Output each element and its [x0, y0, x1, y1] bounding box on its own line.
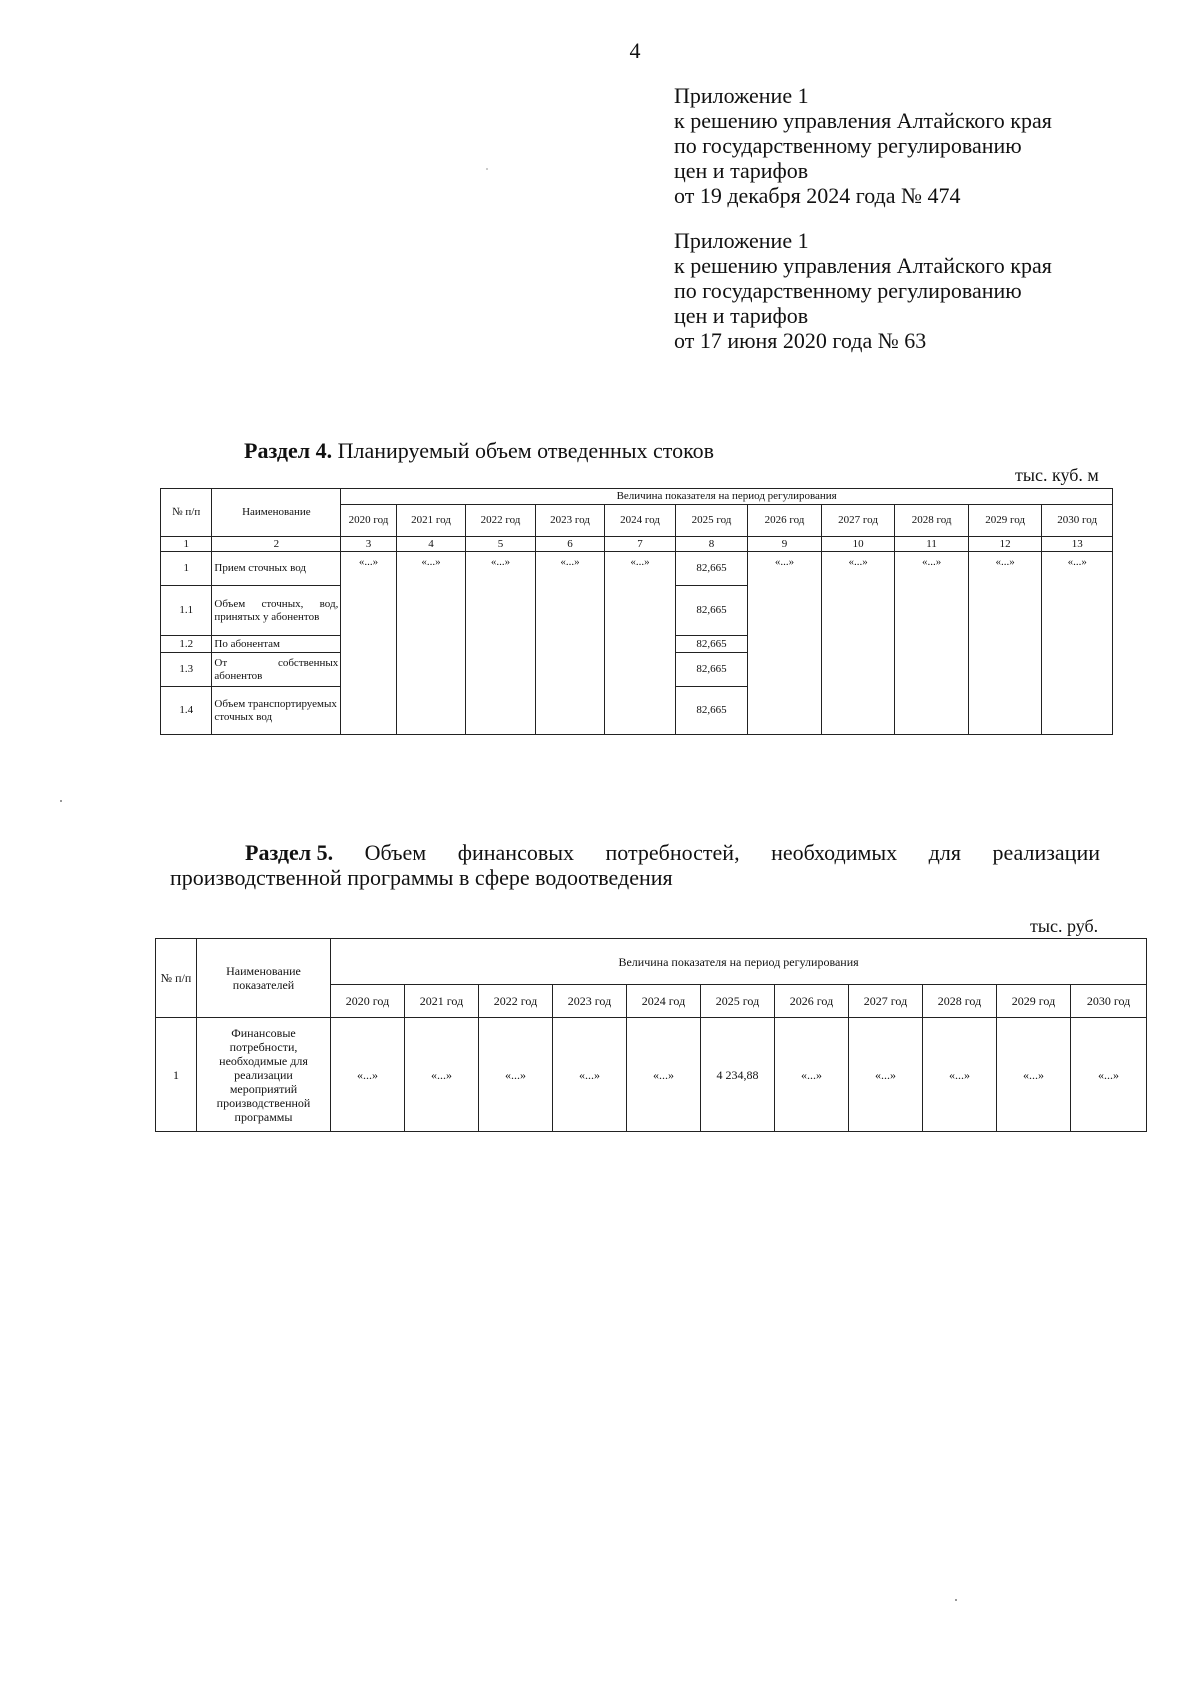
- column-number: 2: [212, 537, 341, 552]
- header-year: 2024 год: [627, 985, 701, 1018]
- section4-title-text: Планируемый объем отведенных стоков: [337, 438, 715, 463]
- appendix-block-current: [674, 83, 1052, 208]
- section4-table: [160, 488, 1113, 735]
- value-placeholder: «...»: [849, 1018, 923, 1132]
- column-number: 13: [1042, 537, 1113, 552]
- header-year: 2023 год: [535, 505, 605, 537]
- column-number: 5: [466, 537, 536, 552]
- value-placeholder: «...»: [405, 1018, 479, 1132]
- value-placeholder: «...»: [331, 1018, 405, 1132]
- value-placeholder: «...»: [479, 1018, 553, 1132]
- header-year: 2020 год: [331, 985, 405, 1018]
- column-number-row: [161, 537, 1113, 552]
- page-number: 4: [629, 38, 641, 63]
- header-year: 2025 год: [675, 505, 748, 537]
- section4-title-bold: Раздел 4.: [244, 438, 333, 463]
- header-year: 2026 год: [775, 985, 849, 1018]
- section5-title-line2: производственной программы в сфере водоотведения: [170, 865, 673, 890]
- header-year: 2026 год: [748, 505, 822, 537]
- value-placeholder: «...»: [341, 552, 396, 735]
- column-number: 1: [161, 537, 212, 552]
- header-year: 2021 год: [396, 505, 466, 537]
- value-2025: 82,665: [675, 552, 748, 586]
- header-year: 2020 год: [341, 505, 396, 537]
- header-year: 2025 год: [701, 985, 775, 1018]
- value-placeholder: «...»: [553, 1018, 627, 1132]
- value-placeholder: «...»: [895, 552, 969, 735]
- section5-title-word: реализации: [992, 840, 1100, 865]
- value-placeholder: «...»: [748, 552, 822, 735]
- value-placeholder: «...»: [605, 552, 676, 735]
- value-placeholder: «...»: [466, 552, 536, 735]
- row-name: Объем сточных, вод, принятых у абонентов: [212, 586, 341, 636]
- header-year: 2027 год: [849, 985, 923, 1018]
- section5-table: [155, 938, 1147, 1132]
- table-row: [161, 552, 1113, 586]
- value-placeholder: «...»: [535, 552, 605, 735]
- row-name: Финансовые потребности, необходимые для реализации мероприятий производственной программы: [197, 1018, 331, 1132]
- row-name: Объем транспортируемых сточных вод: [212, 687, 341, 735]
- header-year: 2021 год: [405, 985, 479, 1018]
- row-no: 1.1: [161, 586, 212, 636]
- appendix-line: по государственному регулированию: [674, 133, 1022, 158]
- column-number: 8: [675, 537, 748, 552]
- section4-title: [244, 438, 714, 464]
- value-2025: 82,665: [675, 636, 748, 653]
- header-year: 2022 год: [479, 985, 553, 1018]
- appendix-block-original: [674, 228, 1052, 353]
- header-year: 2029 год: [997, 985, 1071, 1018]
- header-year: 2022 год: [466, 505, 536, 537]
- appendix-line: от 19 декабря 2024 года № 474: [674, 183, 961, 208]
- section5-title-word: финансовых: [457, 840, 575, 865]
- header-no: № п/п: [161, 489, 212, 537]
- header-no: № п/п: [156, 939, 197, 1018]
- row-no: 1.2: [161, 636, 212, 653]
- value-placeholder: «...»: [997, 1018, 1071, 1132]
- appendix-line: к решению управления Алтайского края: [674, 108, 1052, 133]
- section5-unit: тыс. руб.: [1030, 916, 1099, 936]
- value-placeholder: «...»: [775, 1018, 849, 1132]
- column-number: 3: [341, 537, 396, 552]
- column-number: 9: [748, 537, 822, 552]
- header-group: Величина показателя на период регулирования: [331, 939, 1147, 985]
- header-year: 2023 год: [553, 985, 627, 1018]
- section5-title: [170, 840, 1100, 890]
- section5-title-word: потребностей,: [605, 840, 740, 865]
- value-placeholder: «...»: [923, 1018, 997, 1132]
- column-number: 12: [968, 537, 1042, 552]
- header-year: 2030 год: [1042, 505, 1113, 537]
- value-placeholder: «...»: [821, 552, 895, 735]
- row-name: От собственных абонентов: [212, 653, 341, 687]
- column-number: 10: [821, 537, 895, 552]
- value-placeholder: «...»: [627, 1018, 701, 1132]
- value-placeholder: «...»: [1071, 1018, 1147, 1132]
- value-2025: 82,665: [675, 586, 748, 636]
- appendix-line: Приложение 1: [674, 83, 809, 108]
- column-number: 4: [396, 537, 466, 552]
- appendix-line: Приложение 1: [674, 228, 809, 253]
- appendix-line: к решению управления Алтайского края: [674, 253, 1052, 278]
- header-year: 2024 год: [605, 505, 676, 537]
- appendix-line: цен и тарифов: [674, 303, 809, 328]
- header-year: 2030 год: [1071, 985, 1147, 1018]
- section5-title-word: Объем: [364, 840, 427, 865]
- appendix-line: по государственному регулированию: [674, 278, 1022, 303]
- section5-title-word: для: [928, 840, 961, 865]
- header-year: 2027 год: [821, 505, 895, 537]
- row-no: 1: [156, 1018, 197, 1132]
- value-placeholder: «...»: [396, 552, 466, 735]
- row-name: Прием сточных вод: [212, 552, 341, 586]
- appendix-line: от 17 июня 2020 года № 63: [674, 328, 927, 353]
- row-no: 1.3: [161, 653, 212, 687]
- section5-title-word: необходимых: [771, 840, 898, 865]
- value-placeholder: «...»: [968, 552, 1042, 735]
- scan-speck: [955, 1599, 957, 1601]
- value-2025: 82,665: [675, 687, 748, 735]
- scan-speck: [60, 800, 62, 802]
- value-2025: 82,665: [675, 653, 748, 687]
- row-no: 1: [161, 552, 212, 586]
- header-name: Наименование показателей: [197, 939, 331, 1018]
- appendix-line: цен и тарифов: [674, 158, 809, 183]
- header-year: 2029 год: [968, 505, 1042, 537]
- column-number: 6: [535, 537, 605, 552]
- header-name: Наименование: [212, 489, 341, 537]
- scan-speck: [486, 168, 488, 170]
- header-group: Величина показателя на период регулирования: [341, 489, 1113, 505]
- value-2025: 4 234,88: [701, 1018, 775, 1132]
- column-number: 11: [895, 537, 969, 552]
- header-year: 2028 год: [923, 985, 997, 1018]
- table-row: [156, 1018, 1147, 1132]
- section4-unit: тыс. куб. м: [1015, 465, 1099, 485]
- section5-title-bold: Раздел 5.: [245, 840, 334, 865]
- row-name: По абонентам: [212, 636, 341, 653]
- header-year: 2028 год: [895, 505, 969, 537]
- row-no: 1.4: [161, 687, 212, 735]
- column-number: 7: [605, 537, 676, 552]
- value-placeholder: «...»: [1042, 552, 1113, 735]
